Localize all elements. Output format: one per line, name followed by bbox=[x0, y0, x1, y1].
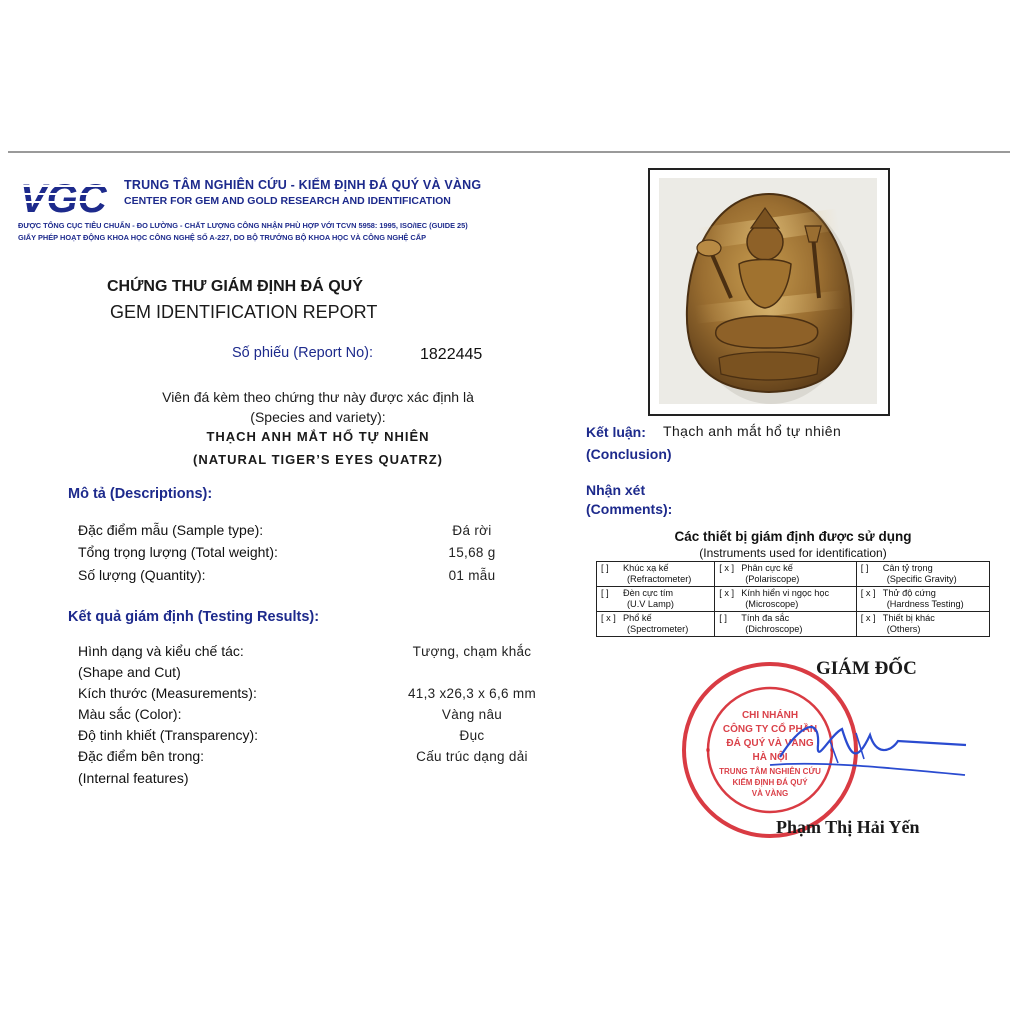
instrument-specific-gravity: [ ] Cân tỷ trọng (Specific Gravity) bbox=[856, 562, 989, 587]
vgc-logo bbox=[18, 174, 114, 218]
quantity-label: Số lượng (Quantity): bbox=[78, 567, 206, 583]
intro-line-2: (Species and variety): bbox=[250, 409, 386, 425]
species-en: (NATURAL TIGER’S EYES QUATRZ) bbox=[193, 452, 443, 467]
shape-value: Tượng, chạm khắc bbox=[412, 644, 532, 659]
instrument-hardness-testing: [ x ] Thử độ cứng (Hardness Testing) bbox=[856, 587, 989, 612]
intro-line-1: Viên đá kèm theo chứng thư này được xác định là bbox=[162, 389, 474, 405]
tiger-eye-carving-image bbox=[659, 178, 877, 404]
quantity-value: 01 mẫu bbox=[448, 568, 496, 583]
svg-text:HÀ NỘI: HÀ NỘI bbox=[752, 752, 788, 763]
svg-text:CÔNG TY CỔ PHẦN: CÔNG TY CỔ PHẦN bbox=[722, 724, 818, 735]
instrument-others: [ x ] Thiết bị khác (Others) bbox=[856, 612, 989, 637]
measurements-value: 41,3 x26,3 x 6,6 mm bbox=[407, 686, 536, 701]
results-heading: Kết quả giám định (Testing Results): bbox=[68, 609, 320, 625]
svg-text:ĐÁ QUÝ VÀ VÀNG: ĐÁ QUÝ VÀ VÀNG bbox=[726, 738, 814, 749]
shape-label: Hình dạng và kiểu chế tác: bbox=[78, 643, 244, 659]
org-name-vn: TRUNG TÂM NGHIÊN CỨU - KIỂM ĐỊNH ĐÁ QUÝ VÀ VÀNG bbox=[124, 178, 482, 192]
instruments-table bbox=[596, 561, 990, 637]
sample-type-value: Đá rời bbox=[452, 523, 492, 538]
signer-name: Phạm Thị Hải Yến bbox=[776, 817, 920, 837]
svg-text:VÀ VÀNG: VÀ VÀNG bbox=[751, 789, 789, 798]
instrument-polariscope: [ x ] Phân cực kế (Polariscope) bbox=[715, 562, 856, 587]
director-title: GIÁM ĐỐC bbox=[816, 658, 917, 679]
svg-text:TRUNG TÂM NGHIÊN CỨU: TRUNG TÂM NGHIÊN CỨU bbox=[719, 767, 821, 776]
total-weight-value: 15,68 g bbox=[448, 545, 496, 560]
color-label: Màu sắc (Color): bbox=[78, 706, 182, 722]
top-divider bbox=[8, 151, 1010, 153]
instrument-refractometer: [ ] Khúc xạ kế (Refractometer) bbox=[597, 562, 715, 587]
color-value: Vàng nâu bbox=[441, 707, 503, 722]
comments-label-en: (Comments): bbox=[586, 501, 673, 517]
instruments-row bbox=[597, 612, 990, 637]
logo-text: VGC bbox=[20, 177, 107, 218]
comments-label: Nhận xét bbox=[586, 482, 646, 498]
internal-features-label: Đặc điểm bên trong: bbox=[78, 748, 205, 764]
species-vn: THẠCH ANH MẮT HỔ TỰ NHIÊN bbox=[206, 429, 430, 444]
instruments-row bbox=[597, 587, 990, 612]
conclusion-value: Thạch anh mắt hổ tự nhiên bbox=[663, 423, 842, 439]
report-number-label: Số phiếu (Report No): bbox=[232, 345, 374, 361]
org-name-en: CENTER FOR GEM AND GOLD RESEARCH AND IDENTIFICATION bbox=[124, 195, 451, 207]
transparency-label: Độ tinh khiết (Transparency): bbox=[78, 727, 258, 743]
accreditation-line-2: GIẤY PHÉP HOẠT ĐỘNG KHOA HỌC CÔNG NGHỆ SỐ A-227, DO BỘ TRƯỞNG BỘ KHOA HỌC VÀ CÔNG NGHỆ CẤP bbox=[18, 233, 427, 242]
conclusion-label-en: (Conclusion) bbox=[586, 446, 672, 462]
descriptions-heading: Mô tả (Descriptions): bbox=[68, 486, 213, 502]
conclusion-label: Kết luận: bbox=[586, 424, 646, 440]
report-number: 1822445 bbox=[420, 346, 483, 363]
gem-photo bbox=[659, 178, 877, 404]
gem-photo-frame bbox=[648, 168, 890, 416]
svg-text:KIỂM ĐỊNH ĐÁ QUÝ: KIỂM ĐỊNH ĐÁ QUÝ bbox=[732, 778, 808, 787]
transparency-value: Đục bbox=[459, 728, 485, 743]
instruments-subtitle: (Instruments used for identification) bbox=[699, 546, 887, 560]
shape-label-en: (Shape and Cut) bbox=[78, 664, 181, 680]
measurements-label: Kích thước (Measurements): bbox=[78, 685, 257, 701]
instrument-microscope: [ x ] Kính hiển vi ngọc học (Microscope) bbox=[715, 587, 856, 612]
handwritten-signature bbox=[760, 705, 970, 795]
instrument-spectrometer: [ x ] Phổ kế (Spectrometer) bbox=[597, 612, 715, 637]
report-title-en: GEM IDENTIFICATION REPORT bbox=[110, 302, 378, 322]
internal-features-value: Cấu trúc dạng dải bbox=[416, 749, 528, 764]
instruments-row bbox=[597, 562, 990, 587]
instruments-title: Các thiết bị giám định được sử dụng bbox=[674, 529, 912, 544]
instrument-dichroscope: [ ] Tính đa sắc (Dichroscope) bbox=[715, 612, 856, 637]
svg-text:CHI NHÁNH: CHI NHÁNH bbox=[741, 710, 799, 721]
sample-type-label: Đặc điểm mẫu (Sample type): bbox=[78, 522, 264, 538]
accreditation-line-1: ĐƯỢC TỔNG CỤC TIÊU CHUẨN - ĐO LƯỜNG - CHẤT LƯỢNG CÔNG NHẬN PHÙ HỢP VỚI TCVN 5958: 1995, ISO/IEC (GUIDE 25) bbox=[18, 221, 468, 230]
instrument-uv-lamp: [ ] Đèn cực tím (U.V Lamp) bbox=[597, 587, 715, 612]
internal-features-label-en: (Internal features) bbox=[78, 770, 189, 786]
total-weight-label: Tổng trọng lượng (Total weight): bbox=[78, 544, 278, 560]
report-title-vn: CHỨNG THƯ GIÁM ĐỊNH ĐÁ QUÝ bbox=[107, 278, 363, 295]
